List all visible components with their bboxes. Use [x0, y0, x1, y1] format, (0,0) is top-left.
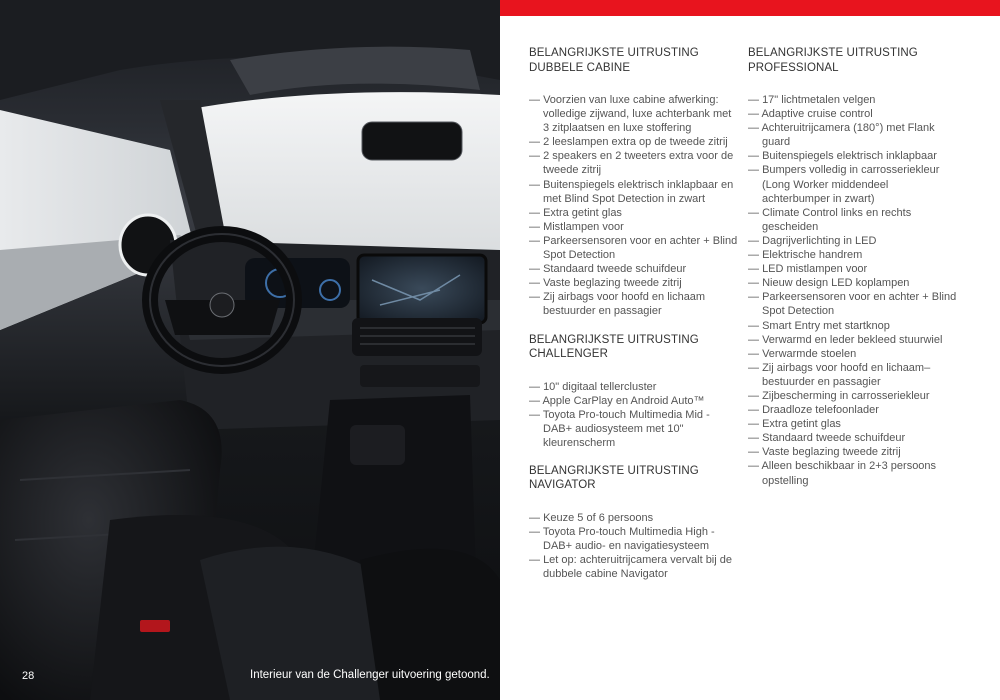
list-item: — Let op: achteruitrijcamera vervalt bij de dubbele cabine Navigator [529, 553, 739, 581]
list-item: — Nieuw design LED koplampen [748, 276, 958, 290]
list-item: — Standaard tweede schuifdeur [748, 431, 958, 445]
section-challenger [529, 333, 739, 450]
list-item: — Achteruitrijcamera (180°) met Flank guard [748, 121, 958, 149]
equipment-column-left [529, 46, 739, 595]
list-item: — Toyota Pro-touch Multimedia High - DAB+ audio- en navigatiesysteem [529, 525, 739, 553]
list-item: — 2 speakers en 2 tweeters extra voor de tweede zitrij [529, 149, 739, 177]
list-item: — Vaste beglazing tweede zitrij [529, 276, 739, 290]
list-item: — Extra getint glas [529, 206, 739, 220]
feature-list [748, 93, 958, 488]
section-heading: BELANGRIJKSTE UITRUSTING NAVIGATOR [529, 464, 699, 492]
section-heading: BELANGRIJKSTE UITRUSTING PROFESSIONAL [748, 47, 918, 74]
list-item: — Zij airbags voor hoofd en lichaam– bestuurder en passagier [748, 361, 958, 389]
list-item: — Keuze 5 of 6 persoons [529, 511, 739, 525]
list-item: — Mistlampen voor [529, 220, 739, 234]
section-dubbele-cabine [529, 46, 739, 319]
section-heading: BELANGRIJKSTE UITRUSTING DUBBELE CABINE [529, 47, 699, 74]
accent-bar [500, 0, 1000, 16]
list-item: — Standaard tweede schuifdeur [529, 262, 739, 276]
list-item: — Parkeersensoren voor en achter + Blind Spot Detection [748, 290, 958, 318]
feature-list [529, 93, 739, 319]
equipment-column-right [748, 46, 958, 502]
list-item: — Draadloze telefoonlader [748, 403, 958, 417]
list-item: — 10" digitaal tellercluster [529, 380, 739, 394]
list-item: — Alleen beschikbaar in 2+3 persoons opstelling [748, 459, 958, 487]
list-item: — 17" lichtmetalen velgen [748, 93, 958, 107]
list-item: — Buitenspiegels elektrisch inklapbaar en met Blind Spot Detection in zwart [529, 178, 739, 206]
photo-caption: Interieur van de Challenger uitvoering getoond. [250, 669, 490, 681]
list-item: — Dagrijverlichting in LED [748, 234, 958, 248]
feature-list [529, 380, 739, 450]
list-item: — 2 leeslampen extra op de tweede zitrij [529, 135, 739, 149]
list-item: — Adaptive cruise control [748, 107, 958, 121]
list-item: — Elektrische handrem [748, 248, 958, 262]
list-item: — Zij airbags voor hoofd en lichaam bestuurder en passagier [529, 290, 739, 318]
feature-list [529, 511, 739, 581]
list-item: — Smart Entry met startknop [748, 319, 958, 333]
section-professional [748, 46, 958, 488]
list-item: — Apple CarPlay en Android Auto™ [529, 394, 739, 408]
list-item: — Verwarmd en leder bekleed stuurwiel [748, 333, 958, 347]
list-item: — Bumpers volledig in carrosseriekleur (Long Worker middendeel achterbumper in zwart) [748, 163, 958, 205]
list-item: — Extra getint glas [748, 417, 958, 431]
list-item: — Vaste beglazing tweede zitrij [748, 445, 958, 459]
list-item: — LED mistlampen voor [748, 262, 958, 276]
list-item: — Parkeersensoren voor en achter + Blind Spot Detection [529, 234, 739, 262]
page-number: 28 [22, 670, 35, 682]
list-item: — Toyota Pro-touch Multimedia Mid - DAB+ audiosysteem met 10" kleurenscherm [529, 408, 739, 450]
list-item: — Zijbescherming in carrosseriekleur [748, 389, 958, 403]
list-item: — Voorzien van luxe cabine afwerking: volledige zijwand, luxe achterbank met 3 zitplaatsen en luxe stoffering [529, 93, 739, 135]
list-item: — Verwarmde stoelen [748, 347, 958, 361]
list-item: — Buitenspiegels elektrisch inklapbaar [748, 149, 958, 163]
section-heading: BELANGRIJKSTE UITRUSTING CHALLENGER [529, 333, 699, 360]
list-item: — Climate Control links en rechts gescheiden [748, 206, 958, 234]
section-navigator [529, 464, 739, 581]
